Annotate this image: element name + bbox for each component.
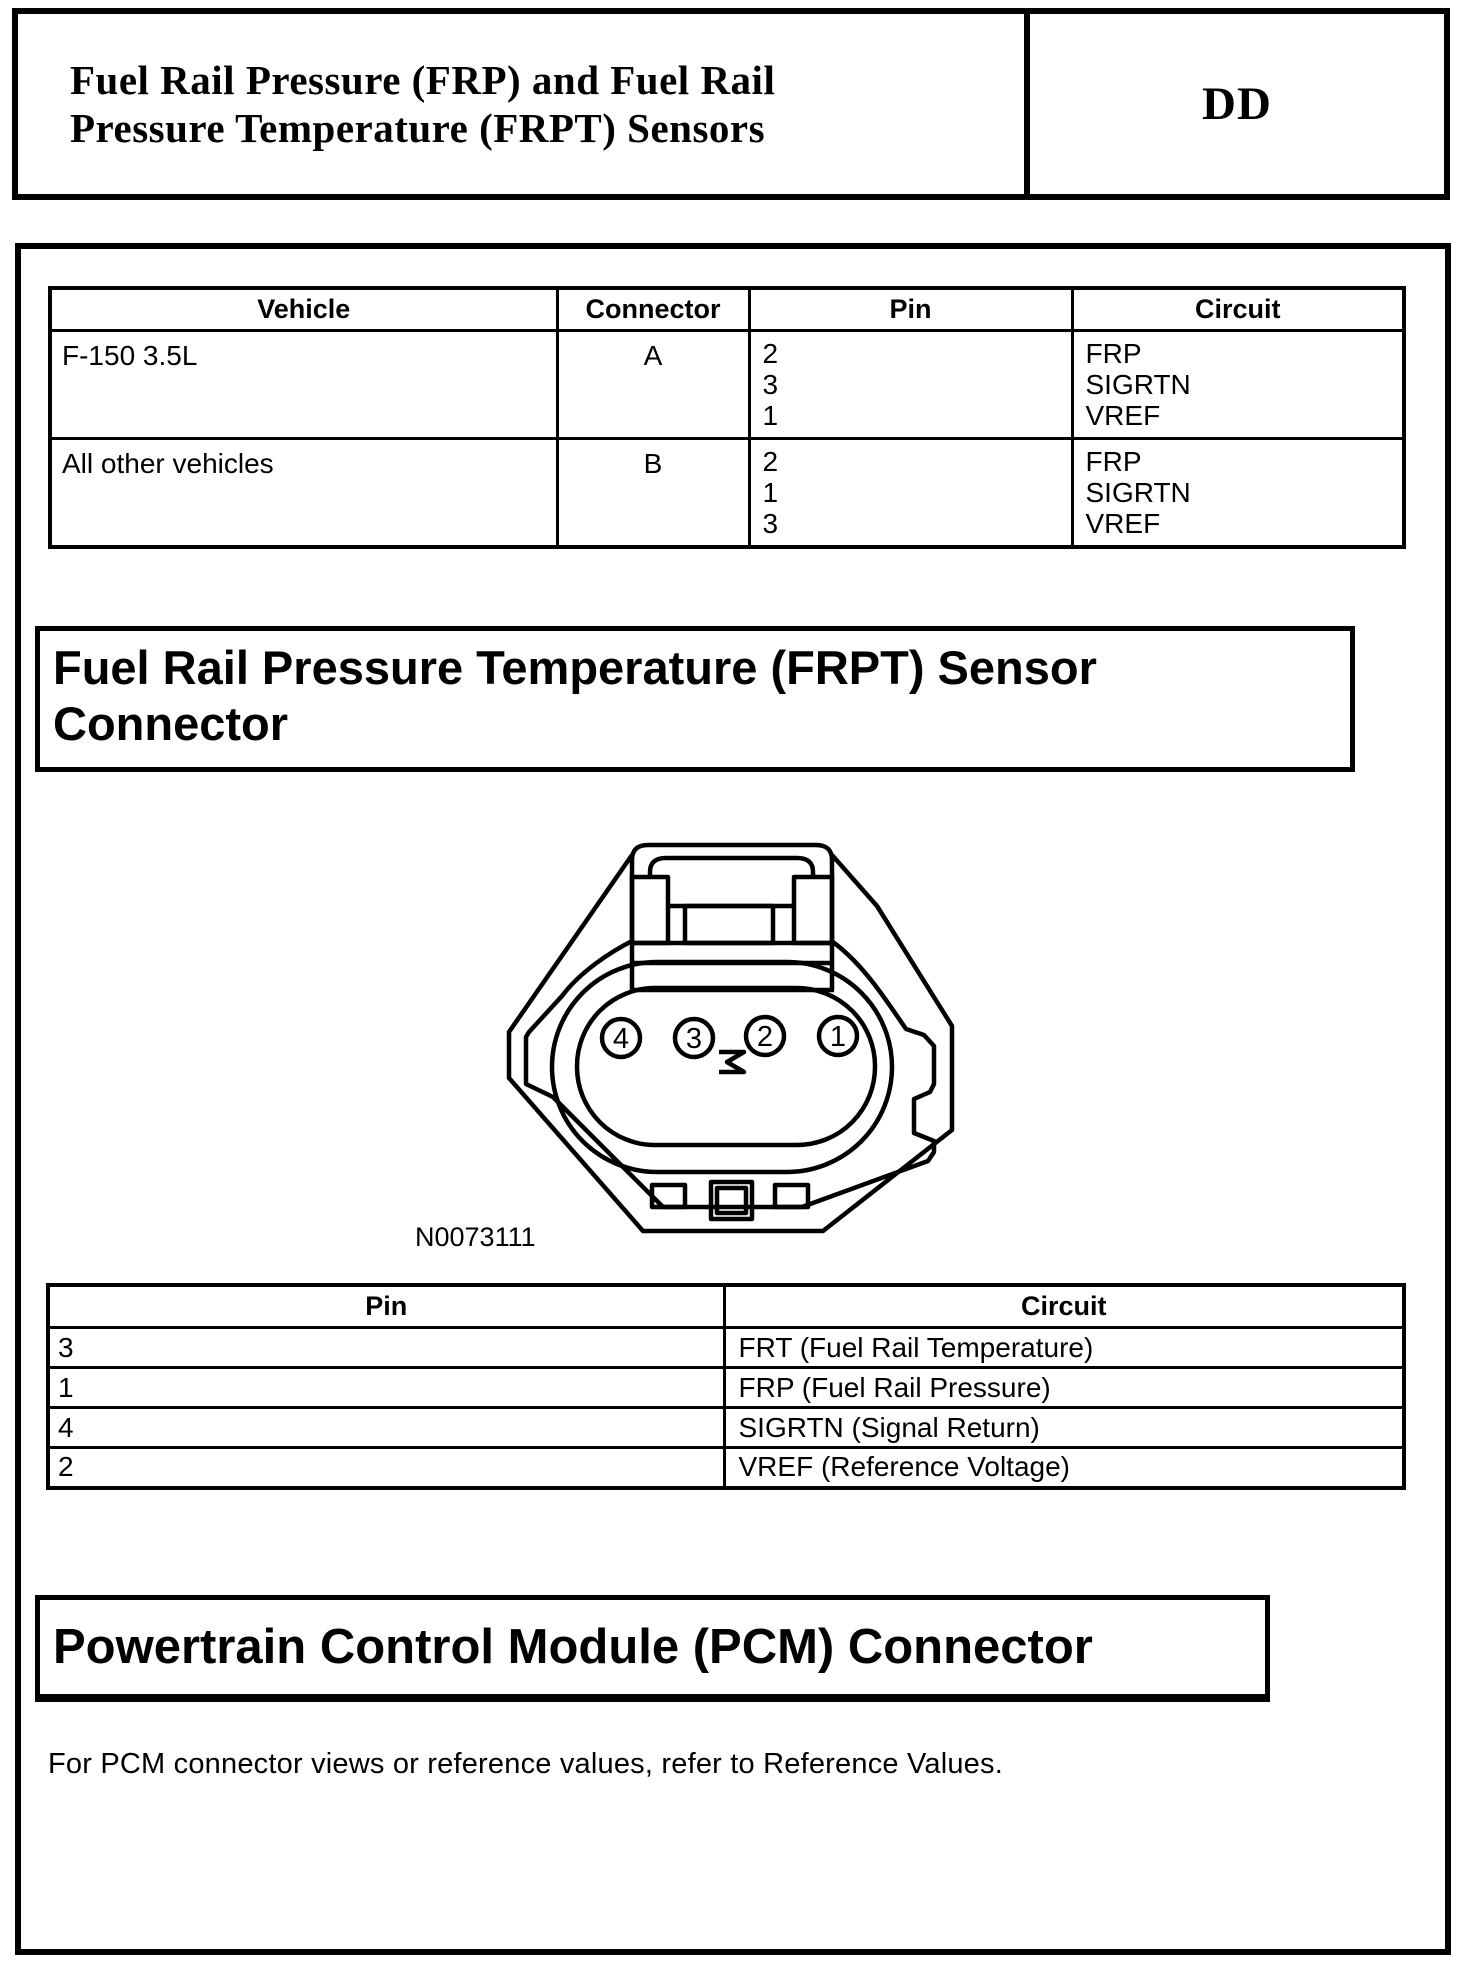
page-title	[18, 14, 1024, 194]
circuit-cell	[1072, 331, 1404, 439]
cavity-outer-stadium	[552, 962, 892, 1172]
pcm-heading-text: Powertrain Control Module (PCM) Connector	[53, 1620, 1093, 1674]
section-code: DD	[1202, 78, 1272, 130]
circuit-cell	[1072, 439, 1404, 548]
pin-cell	[749, 439, 1072, 548]
col-header-connector: Connector	[557, 288, 749, 331]
cavity-2-label: 2	[756, 1021, 774, 1053]
table-row	[48, 1448, 1404, 1488]
circuit-cell: FRP (Fuel Rail Pressure)	[724, 1368, 1404, 1408]
pin-value: 1	[762, 400, 779, 431]
frpt-connector-diagram	[400, 820, 1000, 1260]
frpt-connector-heading	[35, 626, 1355, 772]
pin-value: 3	[762, 369, 779, 400]
circuit-cell: SIGRTN (Signal Return)	[724, 1408, 1404, 1448]
page-title-line-2: Pressure Temperature (FRPT) Sensors	[70, 105, 766, 151]
pin-cell: 1	[48, 1368, 724, 1408]
pin-cell: 4	[48, 1408, 724, 1448]
circuit-value: SIGRTN	[1085, 477, 1191, 508]
pin-value: 2	[762, 446, 779, 477]
connector-cell: A	[557, 331, 749, 439]
pin-cell: 2	[48, 1448, 724, 1488]
col-header-vehicle: Vehicle	[50, 288, 557, 331]
table-header-row	[50, 288, 1404, 331]
cavity-inner-stadium	[577, 988, 875, 1145]
col-header-pin: Pin	[48, 1285, 724, 1328]
circuit-value: VREF	[1085, 400, 1161, 431]
circuit-cell: FRT (Fuel Rail Temperature)	[724, 1328, 1404, 1368]
latch-left-bar	[632, 877, 668, 943]
latch-inner-arc	[650, 858, 813, 877]
section-code-cell	[1024, 14, 1444, 194]
lower-slot-right	[775, 1185, 808, 1207]
table-row	[50, 439, 1404, 548]
frpt-heading-line-2: Connector	[53, 697, 288, 750]
table-row	[50, 331, 1404, 439]
connector-cell: B	[557, 439, 749, 548]
vehicle-cell: All other vehicles	[50, 439, 557, 548]
table-header-row	[48, 1285, 1404, 1328]
frpt-heading-line-1: Fuel Rail Pressure Temperature (FRPT) Sensor	[53, 641, 1097, 694]
circuit-value: VREF	[1085, 508, 1161, 539]
table-row	[48, 1328, 1404, 1368]
figure-id: N0073111	[415, 1222, 536, 1252]
latch-outline	[632, 845, 832, 990]
table-row	[48, 1368, 1404, 1408]
circuit-value: SIGRTN	[1085, 369, 1191, 400]
title-block	[12, 8, 1450, 200]
col-header-pin: Pin	[749, 288, 1072, 331]
circuit-value: FRP	[1085, 338, 1142, 369]
pin-circuit-table	[46, 1283, 1406, 1490]
vehicle-connector-table	[48, 286, 1406, 549]
latch-right-bar	[794, 877, 832, 943]
table-row	[48, 1408, 1404, 1448]
latch-center-window	[685, 906, 773, 943]
circuit-cell: VREF (Reference Voltage)	[724, 1448, 1404, 1488]
index-mark	[719, 1052, 744, 1072]
vehicle-cell: F-150 3.5L	[50, 331, 557, 439]
cavity-1-label: 1	[829, 1021, 847, 1053]
pin-cell	[749, 331, 1072, 439]
pcm-connector-heading	[35, 1595, 1270, 1702]
pin-value: 1	[762, 477, 779, 508]
col-header-circuit: Circuit	[1072, 288, 1404, 331]
cavity-3-label: 3	[685, 1023, 703, 1055]
pin-value: 3	[762, 508, 779, 539]
circuit-value: FRP	[1085, 446, 1142, 477]
pin-cell: 3	[48, 1328, 724, 1368]
cavity-4-label: 4	[612, 1023, 630, 1055]
page-title-line-1: Fuel Rail Pressure (FRP) and Fuel Rail	[70, 57, 776, 103]
col-header-circuit: Circuit	[724, 1285, 1404, 1328]
pcm-reference-note: For PCM connector views or reference values, refer to Reference Values.	[48, 1748, 1003, 1780]
pin-value: 2	[762, 338, 779, 369]
